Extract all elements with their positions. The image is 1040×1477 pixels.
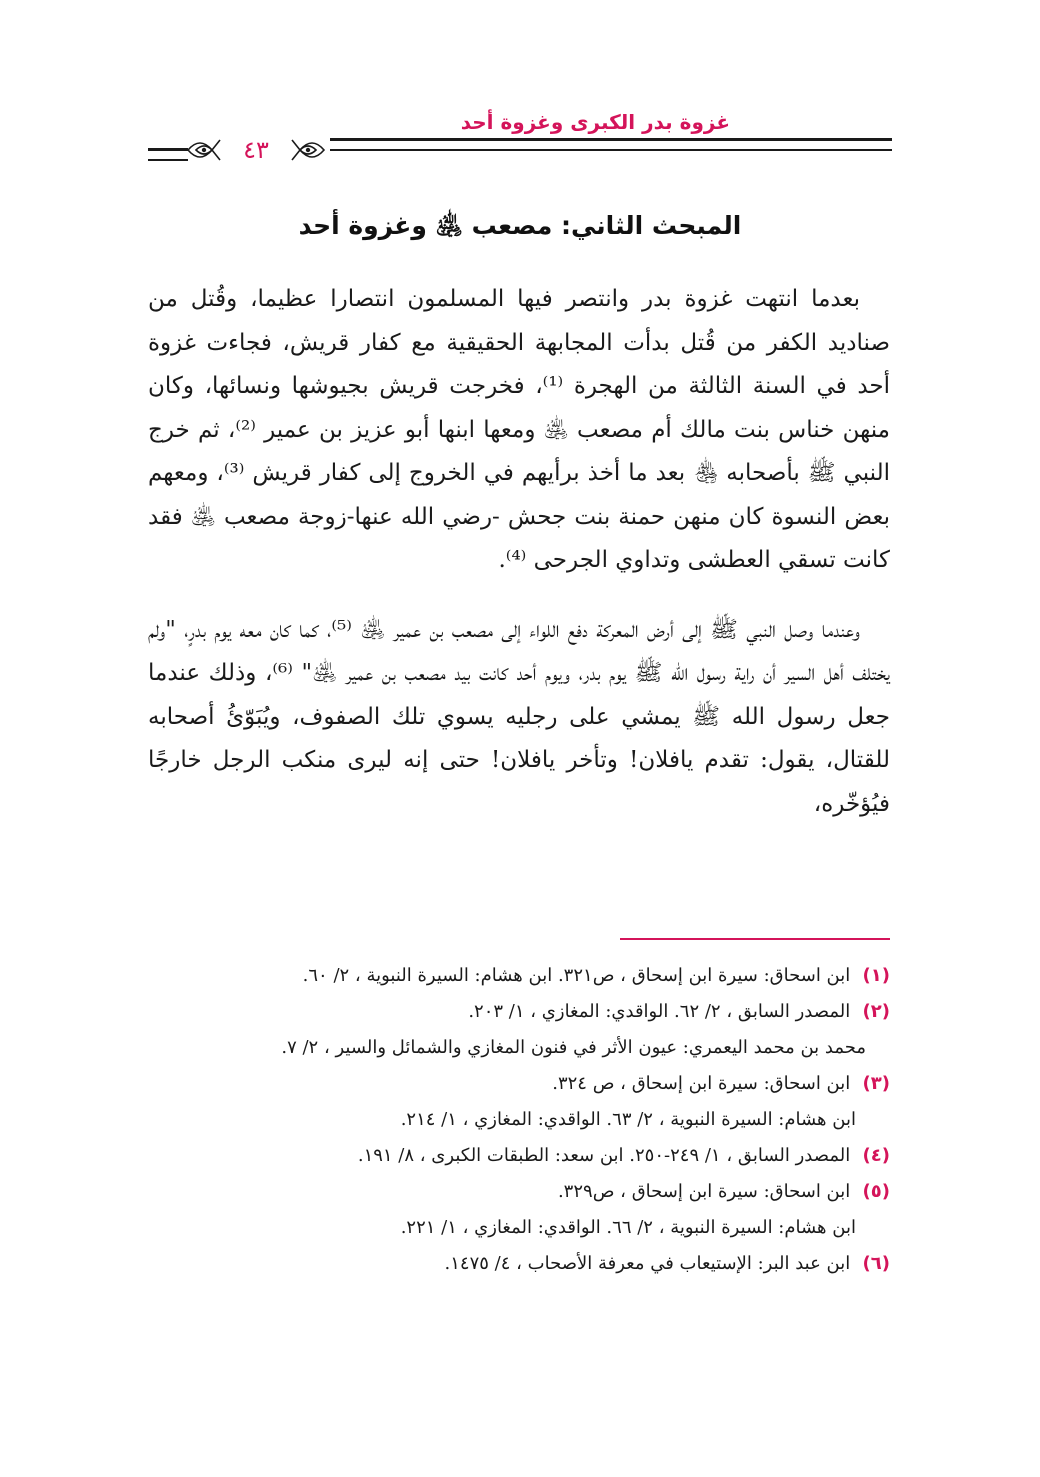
page-number: ٤٣ [243, 136, 269, 164]
section-title: المبحث الثاني: مصعب ﵁ وغزوة أحد [298, 211, 742, 240]
footnote-number: (٣) [862, 1073, 890, 1094]
footnote-number: (٢) [862, 1001, 890, 1022]
footnote-text: ابن عبد البر: الإستيعاب في معرفة الأصحاب ، ٤/ ١٤٧٥. [444, 1253, 851, 1274]
footnote-text: ابن هشام: السيرة النبوية ، ٢/ ٦٣. الواقدي: المغازي ، ١/ ٢١٤. [400, 1109, 856, 1130]
footnote-5-continued [148, 1210, 890, 1246]
paragraph-1: بعدما انتهت غزوة بدر وانتصر فيها المسلمون انتصارا عظيما، وقُتل من صناديد الكفر من قُتل بدأت المجابهة الحقيقية مع كفار قريش، فجاءت غزوة أحد في السنة الثالثة من الهجرة ⁽¹⁾، فخرجت قريش بجيوشها ونسائها، وكان منهن خناس بنت مالك أم مصعب ﵁ ومعها ابنها أبو عزيز بن عمير ⁽²⁾، ثم خرج النبي ﷺ بأصحابه ﵃ بعد ما أخذ برأيهم في الخروج إلى كفار قريش ⁽³⁾، ومعهم بعض النسوة كان منهن حمنة بنت جحش -رضي الله عنها-زوجة مصعب ﵁ فقد كانت تسقي العطشى وتداوي الجرحى ⁽⁴⁾. [148, 286, 891, 573]
footnote-2 [148, 994, 890, 1030]
body-text [148, 278, 890, 826]
page-number-ornament [186, 130, 326, 170]
footnote-text: محمد بن محمد اليعمري: عيون الأثر في فنون المغازي والشمائل والسير ، ٢/ ٧. [281, 1037, 866, 1058]
footnote-5 [148, 1174, 890, 1210]
running-header-title: غزوة بدر الكبرى وغزوة أحد [460, 110, 730, 134]
footnote-number: (٦) [862, 1253, 890, 1274]
footnote-text: المصدر السابق ، ١/ ٢٤٩-٢٥٠. ابن سعد: الطبقات الكبرى ، ٨/ ١٩١. [357, 1145, 851, 1166]
footnote-text: ابن هشام: السيرة النبوية ، ٢/ ٦٦. الواقدي: المغازي ، ١/ ٢٢١. [400, 1217, 856, 1238]
footnote-text: ابن اسحاق: سيرة ابن إسحاق ، ص٣٢١. ابن هشام: السيرة النبوية ، ٢/ ٦٠. [302, 965, 851, 986]
header-rule-left [148, 148, 188, 161]
footnote-3-continued [148, 1102, 890, 1138]
footnote-number: (٥) [862, 1181, 890, 1202]
paragraph-2: وعندما وصل النبي ﷺ إلى أرض المعركة دفع اللواء إلى مصعب بن عمير ﵁ ⁽⁵⁾، كما كان معه يوم بدرٍ، "ولم يختلف أهل السير أن راية رسول الله ﷺ يوم بدر، ويوم أحد كانت بيد مصعب بن عمير ﵁" ⁽⁶⁾، وذلك عندما جعل رسول الله ﷺ يمشي على رجليه يسوي تلك الصفوف، ويُبَوّئُ أصحابه للقتال، يقول: تقدم يافلان! وتأخر يافلان! حتى إنه ليرى منكب الرجل خارجًا فيُؤخّره، [148, 616, 890, 817]
footnote-1 [148, 958, 890, 994]
footnote-2-continued [148, 1030, 890, 1066]
footnote-text: ابن اسحاق: سيرة ابن إسحاق ، ص٣٢٩. [557, 1181, 851, 1202]
footnote-6 [148, 1246, 890, 1282]
header-rule-right [330, 138, 892, 151]
footnote-3 [148, 1066, 890, 1102]
footnote-number: (٤) [862, 1145, 890, 1166]
footnote-text: ابن اسحاق: سيرة ابن إسحاق ، ص ٣٢٤. [552, 1073, 851, 1094]
footnote-separator [620, 938, 890, 940]
footnotes [148, 958, 890, 1282]
footnote-text: المصدر السابق ، ٢/ ٦٢. الواقدي: المغازي ، ١/ ٢٠٣. [468, 1001, 851, 1022]
footnote-number: (١) [862, 965, 890, 986]
footnote-4 [148, 1138, 890, 1174]
